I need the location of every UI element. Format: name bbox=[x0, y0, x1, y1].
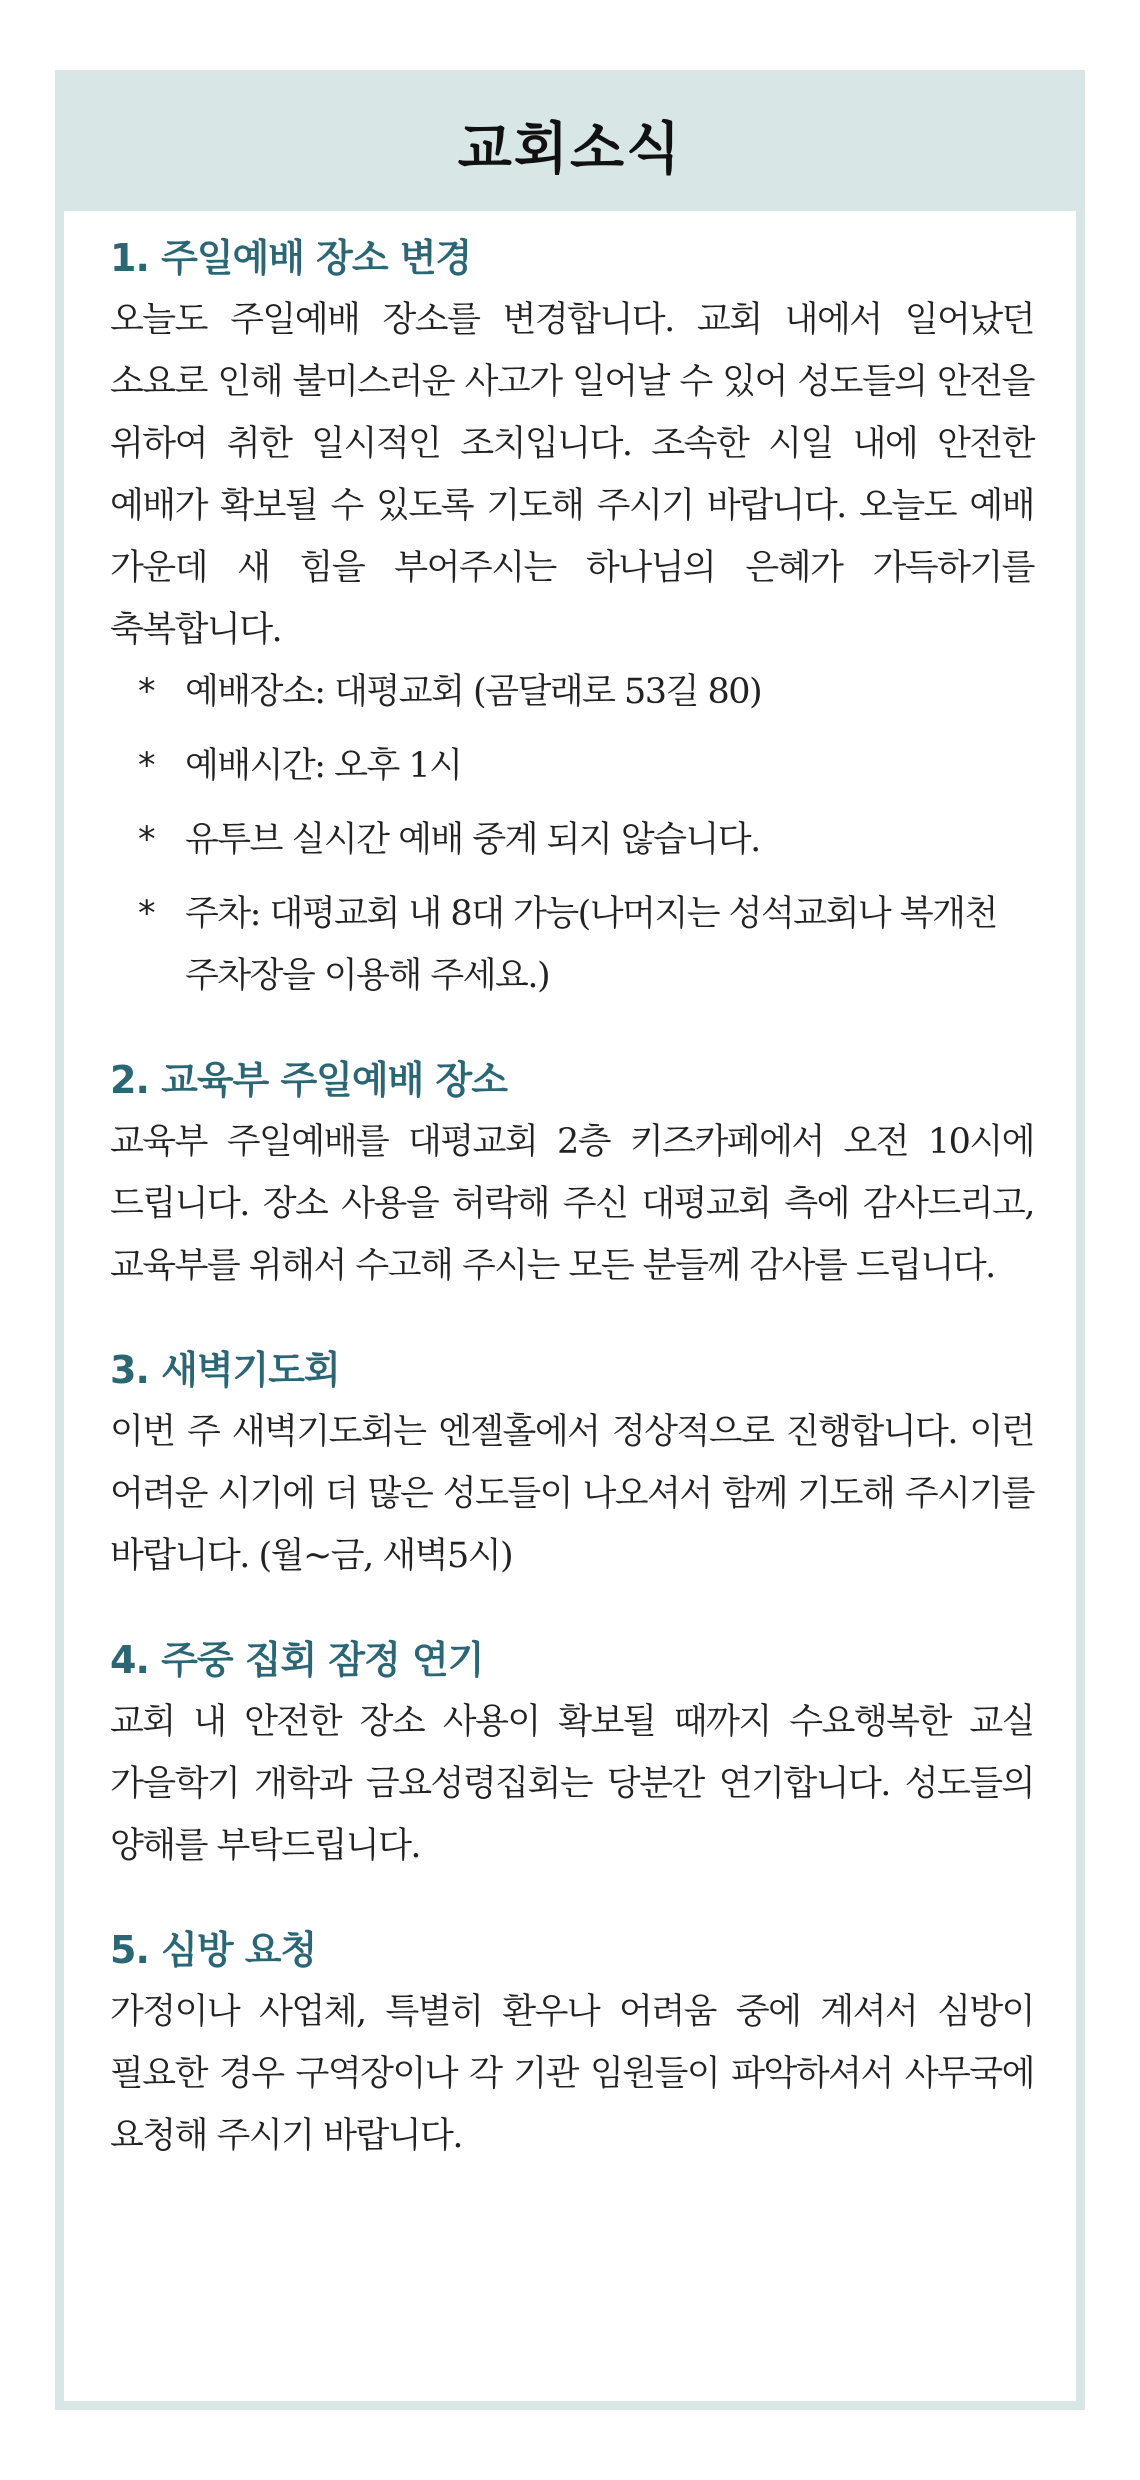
section-title: 5. 심방 요청 bbox=[110, 1928, 317, 1972]
bullet-star: * bbox=[138, 820, 154, 860]
section-worship-location bbox=[110, 227, 1034, 1007]
section-midweek-postponed bbox=[110, 1629, 1034, 1877]
section-visitation-request bbox=[110, 1919, 1034, 2167]
section-body: 가정이나 사업체, 특별히 환우나 어려움 중에 계셔서 심방이 필요한 경우 구역장이나 각 기관 임원들이 파악하셔서 사무국에 요청해 주시기 바랍니다. bbox=[110, 1992, 1034, 2156]
section-body: 이번 주 새벽기도회는 엔젤홀에서 정상적으로 진행합니다. 이런 어려운 시기에 더 많은 성도들이 나오셔서 함께 기도해 주시기를 바랍니다. (월~금, 새벽5시) bbox=[110, 1412, 1034, 1576]
section-body: 교육부 주일예배를 대평교회 2층 키즈카페에서 오전 10시에 드립니다. 장소 사용을 허락해 주신 대평교회 측에 감사드리고, 교육부를 위해서 수고해 주시는 모든 분들께 감사를 드립니다. bbox=[110, 1122, 1034, 1286]
section-title: 3. 새벽기도회 bbox=[110, 1348, 340, 1392]
note-item: * 예배시간: 오후 1시 bbox=[110, 735, 1034, 797]
section-education-worship bbox=[110, 1049, 1034, 1297]
section-title: 1. 주일예배 장소 변경 bbox=[110, 236, 472, 280]
section-body: 교회 내 안전한 장소 사용이 확보될 때까지 수요행복한 교실 가을학기 개학과 금요성령집회는 당분간 연기합니다. 성도들의 양해를 부탁드립니다. bbox=[110, 1702, 1034, 1866]
header-bar bbox=[64, 79, 1076, 211]
note-item: * 유투브 실시간 예배 중계 되지 않습니다. bbox=[110, 809, 1034, 871]
news-content bbox=[110, 227, 1034, 2209]
bullet-star: * bbox=[138, 894, 154, 934]
section-dawn-prayer bbox=[110, 1339, 1034, 1587]
section-body: 오늘도 주일예배 장소를 변경합니다. 교회 내에서 일어났던 소요로 인해 불미스러운 사고가 일어날 수 있어 성도들의 안전을 위하여 취한 일시적인 조치입니다. 조속한 시일 내에 안전한 예배가 확보될 수 있도록 기도해 주시기 바랍니다. 오늘도 예배 가운데 새 힘을 부어주시는 하나님의 은혜가 가득하기를 축복합니다. bbox=[110, 300, 1034, 650]
bullet-star: * bbox=[138, 672, 154, 712]
section-title: 2. 교육부 주일예배 장소 bbox=[110, 1058, 507, 1102]
notes-list bbox=[110, 661, 1034, 1007]
section-title: 4. 주중 집회 잠정 연기 bbox=[110, 1638, 484, 1682]
note-item: * 주차: 대평교회 내 8대 가능(나머지는 성석교회나 복개천 주차장을 이용해 주세요.) bbox=[110, 883, 1034, 1007]
note-item: * 예배장소: 대평교회 (곰달래로 53길 80) bbox=[110, 661, 1034, 723]
page-title: 교회소식 bbox=[457, 117, 683, 182]
news-panel bbox=[55, 70, 1085, 2410]
bullet-star: * bbox=[138, 746, 154, 786]
